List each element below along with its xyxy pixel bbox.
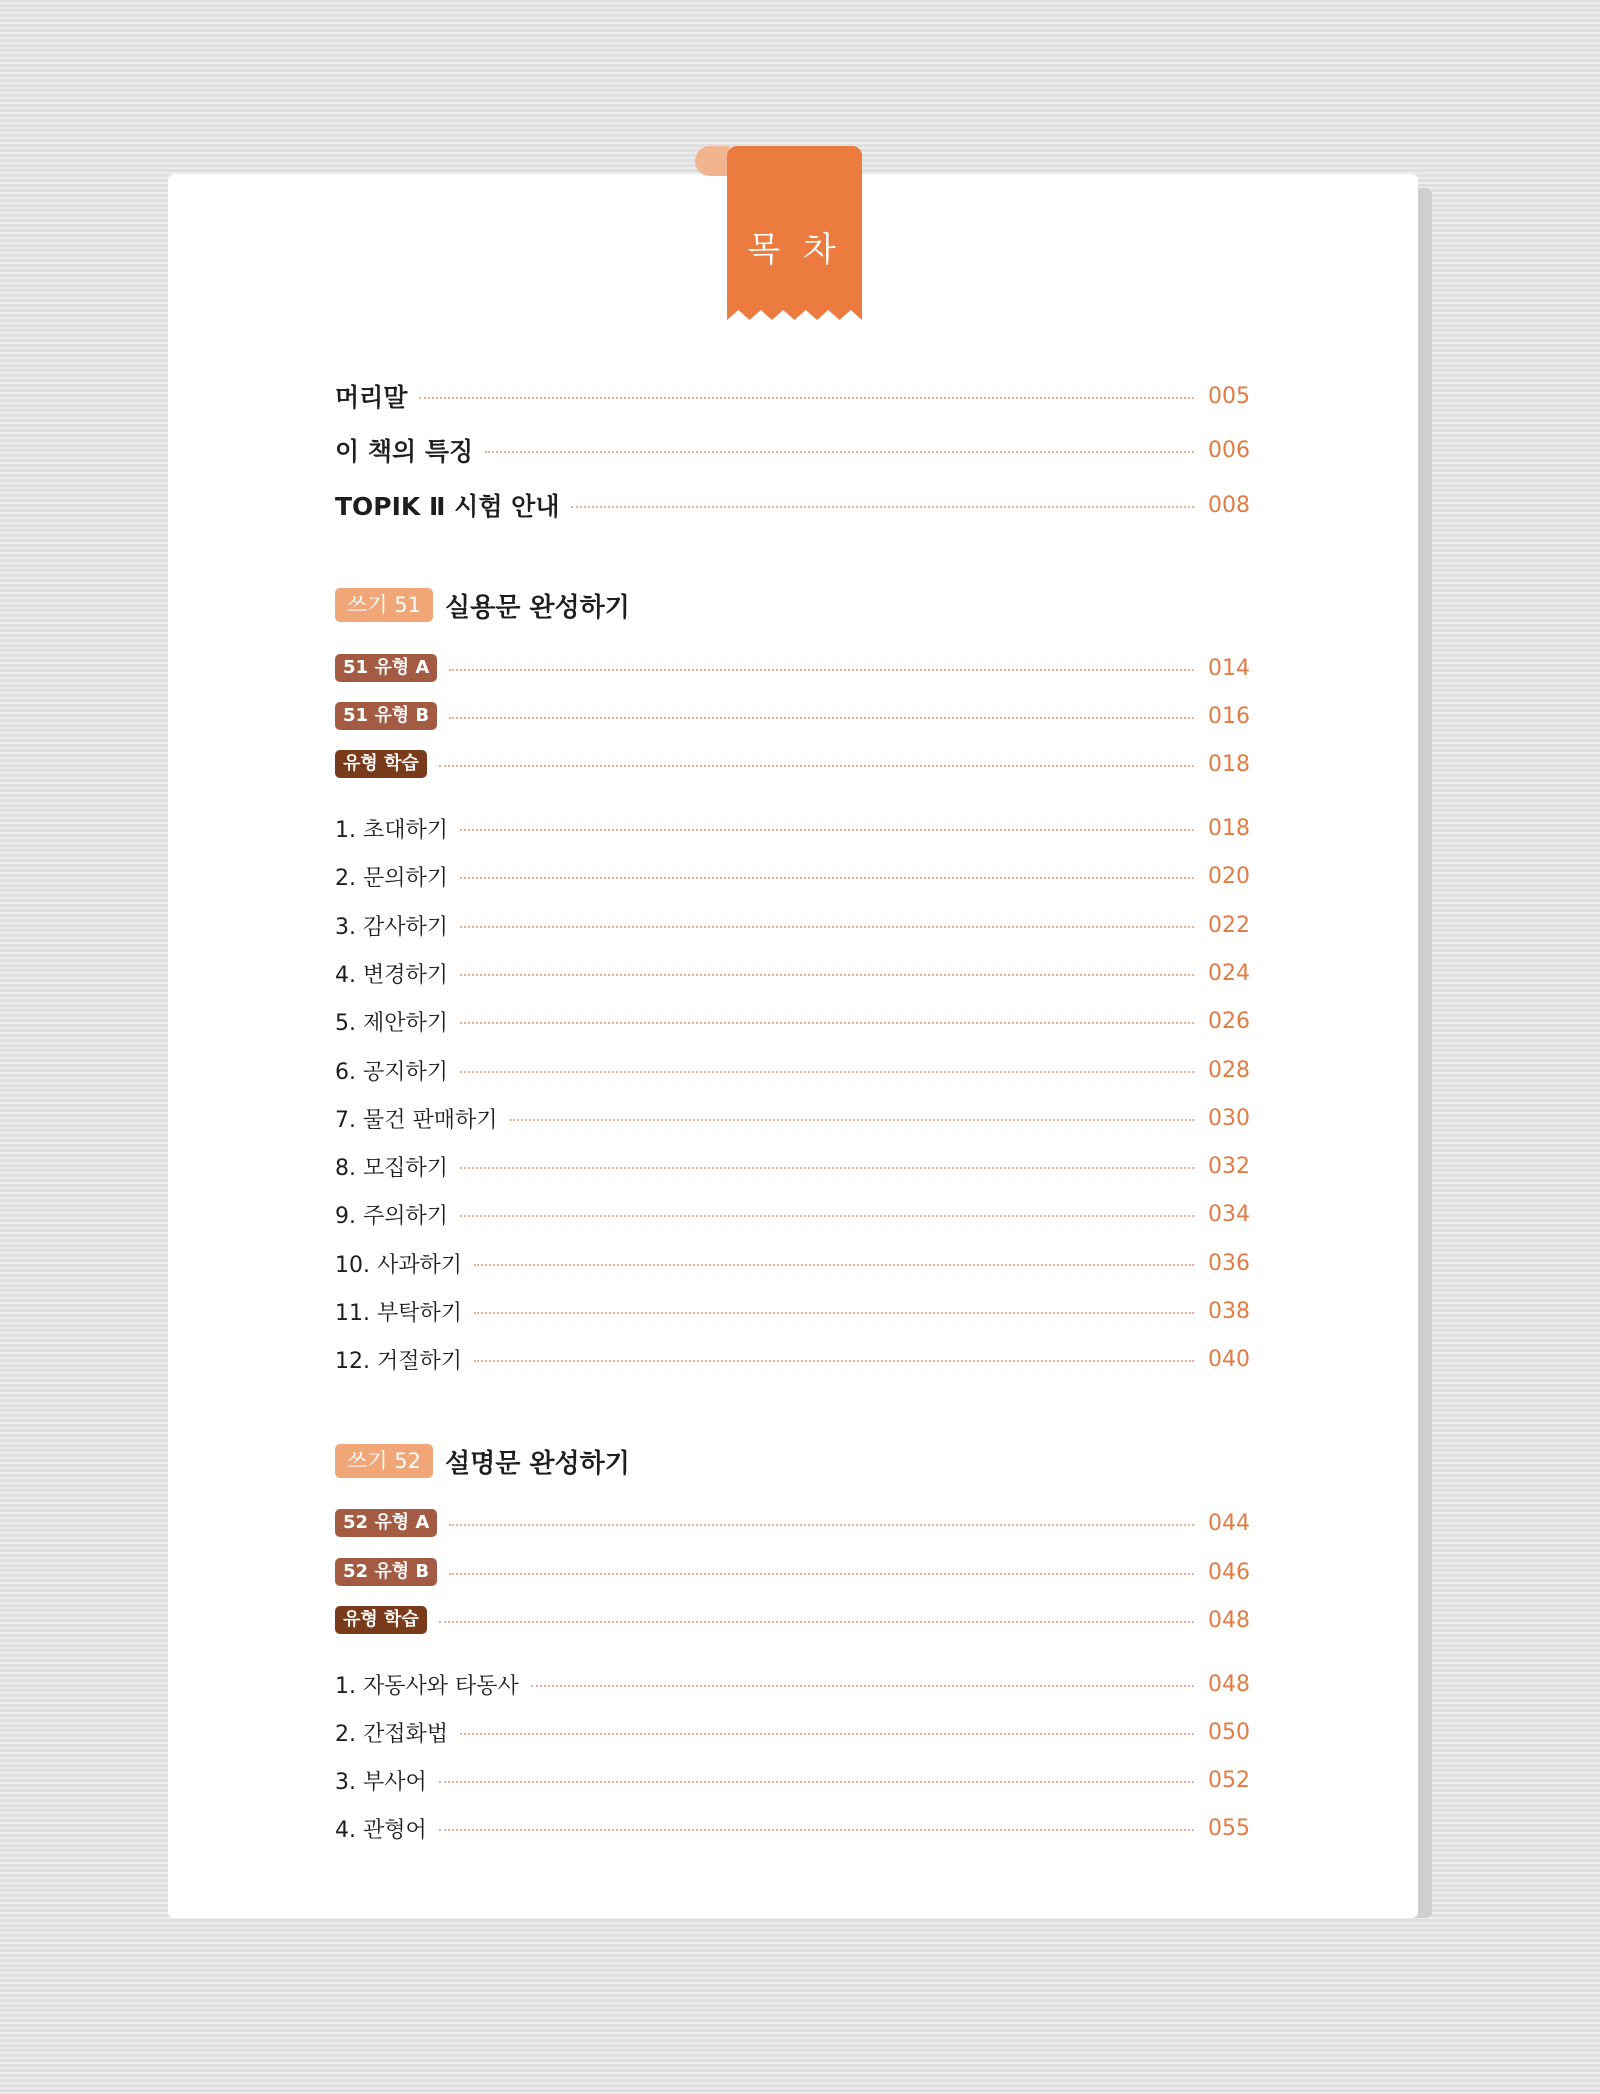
toc-page-number: 050 [1208, 1719, 1250, 1745]
page-title: 목 차 [747, 230, 842, 270]
toc-item[interactable] [335, 1243, 1250, 1283]
toc-page-number: 018 [1208, 751, 1250, 777]
section-header-52 [335, 1441, 630, 1481]
toc-page-number: 038 [1208, 1298, 1250, 1324]
toc-page-number: 036 [1208, 1250, 1250, 1276]
toc-entry-51-type-a[interactable] [335, 648, 1250, 688]
toc-item-label: 8. 모집하기 [335, 1155, 448, 1181]
dot-leader [439, 1621, 1194, 1623]
dot-leader [474, 1264, 1194, 1266]
toc-page-number: 048 [1208, 1607, 1250, 1633]
toc-page-number: 032 [1208, 1153, 1250, 1179]
dot-leader [460, 926, 1194, 928]
toc-entry-52-study[interactable] [335, 1600, 1250, 1640]
dot-leader [439, 1781, 1194, 1783]
dot-leader [460, 1022, 1194, 1024]
toc-entry-label: 머리말 [335, 383, 408, 412]
toc-page-number: 040 [1208, 1346, 1250, 1372]
toc-item-label: 2. 간접화법 [335, 1721, 448, 1747]
toc-entry-preface[interactable] [335, 376, 1250, 416]
toc-page-number: 044 [1208, 1510, 1250, 1536]
dot-leader [531, 1685, 1194, 1687]
toc-item-label: 2. 문의하기 [335, 865, 448, 891]
toc-entry-exam-guide[interactable] [335, 485, 1250, 525]
dot-leader [460, 1215, 1194, 1217]
toc-item[interactable] [335, 1808, 1250, 1848]
toc-item[interactable] [335, 1339, 1250, 1379]
dot-leader [474, 1312, 1194, 1314]
dot-leader [460, 1733, 1194, 1735]
dot-leader [439, 765, 1194, 767]
toc-page-number: 055 [1208, 1815, 1250, 1841]
toc-page-number: 034 [1208, 1201, 1250, 1227]
toc-entry-features[interactable] [335, 430, 1250, 470]
toc-item[interactable] [335, 953, 1250, 993]
toc-item[interactable] [335, 1098, 1250, 1138]
dot-leader [571, 506, 1194, 508]
type-badge: 51 유형 A [335, 654, 437, 682]
toc-item-label: 6. 공지하기 [335, 1059, 448, 1085]
toc-page-number: 005 [1208, 383, 1250, 409]
dot-leader [449, 669, 1194, 671]
dot-leader [460, 974, 1194, 976]
toc-page-number: 028 [1208, 1057, 1250, 1083]
dot-leader [449, 717, 1194, 719]
toc-page-number: 018 [1208, 815, 1250, 841]
toc-page-number: 024 [1208, 960, 1250, 986]
ribbon-fold [695, 146, 729, 176]
toc-entry-52-type-b[interactable] [335, 1552, 1250, 1592]
toc-item[interactable] [335, 1001, 1250, 1041]
section-badge: 쓰기 52 [335, 1444, 433, 1478]
toc-entry-51-type-b[interactable] [335, 696, 1250, 736]
dot-leader [510, 1119, 1195, 1121]
toc-item[interactable] [335, 1760, 1250, 1800]
toc-item[interactable] [335, 1194, 1250, 1234]
section-title: 실용문 완성하기 [444, 592, 630, 623]
toc-item-label: 4. 관형어 [335, 1817, 427, 1843]
dot-leader [485, 451, 1194, 453]
toc-page-number: 046 [1208, 1559, 1250, 1585]
toc-entry-label: 이 책의 특징 [335, 437, 474, 466]
dot-leader [460, 877, 1194, 879]
toc-item[interactable] [335, 808, 1250, 848]
dot-leader [449, 1524, 1194, 1526]
toc-page-number: 026 [1208, 1008, 1250, 1034]
toc-page-number: 014 [1208, 655, 1250, 681]
dot-leader [460, 1071, 1194, 1073]
toc-item-label: 11. 부탁하기 [335, 1300, 462, 1326]
dot-leader [460, 1167, 1194, 1169]
study-badge: 유형 학습 [335, 1606, 427, 1634]
toc-item-label: 1. 초대하기 [335, 817, 448, 843]
toc-page-number: 008 [1208, 492, 1250, 518]
dot-leader [449, 1573, 1194, 1575]
section-badge: 쓰기 51 [335, 588, 433, 622]
toc-page-number: 016 [1208, 703, 1250, 729]
dot-leader [474, 1360, 1194, 1362]
toc-item[interactable] [335, 1146, 1250, 1186]
toc-item[interactable] [335, 1664, 1250, 1704]
toc-entry-52-type-a[interactable] [335, 1503, 1250, 1543]
toc-item-label: 5. 제안하기 [335, 1010, 448, 1036]
toc-item[interactable] [335, 1712, 1250, 1752]
dot-leader [439, 1829, 1194, 1831]
toc-item[interactable] [335, 905, 1250, 945]
toc-page-number: 030 [1208, 1105, 1250, 1131]
toc-item-label: 4. 변경하기 [335, 962, 448, 988]
toc-item-label: 9. 주의하기 [335, 1203, 448, 1229]
study-badge: 유형 학습 [335, 750, 427, 778]
toc-item-label: 3. 감사하기 [335, 914, 448, 940]
toc-entry-51-study[interactable] [335, 744, 1250, 784]
toc-page-number: 048 [1208, 1671, 1250, 1697]
toc-entry-label: TOPIK Ⅱ 시험 안내 [335, 492, 560, 521]
toc-item-label: 10. 사과하기 [335, 1252, 462, 1278]
type-badge: 51 유형 B [335, 702, 437, 730]
toc-item[interactable] [335, 1291, 1250, 1331]
toc-page-number: 022 [1208, 912, 1250, 938]
dot-leader [460, 829, 1194, 831]
toc-page-number: 020 [1208, 863, 1250, 889]
toc-item-label: 1. 자동사와 타동사 [335, 1673, 519, 1699]
toc-page-number: 006 [1208, 437, 1250, 463]
toc-item[interactable] [335, 1050, 1250, 1090]
type-badge: 52 유형 B [335, 1558, 437, 1586]
toc-item-label: 12. 거절하기 [335, 1348, 462, 1374]
toc-item-label: 3. 부사어 [335, 1769, 427, 1795]
section-header-51 [335, 585, 630, 625]
dot-leader [419, 397, 1194, 399]
toc-page-number: 052 [1208, 1767, 1250, 1793]
toc-item[interactable] [335, 856, 1250, 896]
section-title: 설명문 완성하기 [444, 1448, 630, 1479]
toc-item-label: 7. 물건 판매하기 [335, 1107, 498, 1133]
type-badge: 52 유형 A [335, 1509, 437, 1537]
